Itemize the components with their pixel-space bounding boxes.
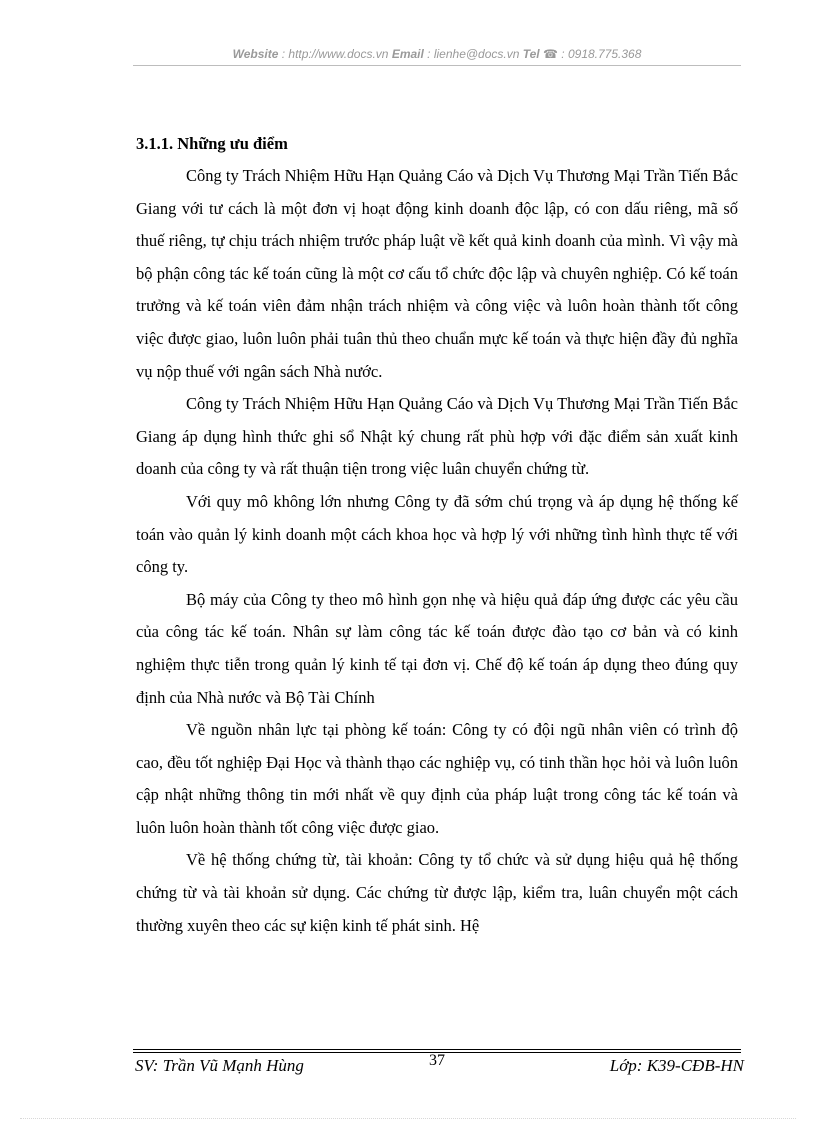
website-value: : http://www.docs.vn (281, 47, 389, 61)
phone-icon: ☎ (543, 47, 558, 61)
section-heading: 3.1.1. Những ưu điểm (136, 134, 288, 153)
paragraph: Bộ máy của Công ty theo mô hình gọn nhẹ và hiệu quả đáp ứng được các yêu cầu của công tác kế toán. Nhân sự làm công tác kế toán được đào tạo cơ bản và có kinh nghiệm thực tiễn trong quản lý kinh tế tại đơn vị. Chế độ kế toán áp dụng theo đúng quy định của Nhà nước và Bộ Tài Chính (136, 589, 738, 707)
page-header (133, 47, 741, 61)
header-divider (133, 65, 741, 66)
footer-divider-top (133, 1049, 741, 1050)
page-number: 37 (429, 1052, 445, 1069)
footer-class: Lớp: K39-CĐB-HN (609, 1056, 744, 1075)
document-body (136, 132, 738, 942)
tel-label: Tel (522, 47, 540, 61)
website-label: Website (232, 47, 279, 61)
paragraph: Về hệ thống chứng từ, tài khoản: Công ty tổ chức và sử dụng hiệu quả hệ thống chứng từ và tài khoản sử dụng. Các chứng từ được lập, kiểm tra, luân chuyển một cách thường xuyên theo các sự kiện kinh tế phát sinh. Hệ (136, 850, 738, 935)
email-value: : lienhe@docs.vn (427, 47, 520, 61)
page-edge (20, 1118, 796, 1119)
email-label: Email (391, 47, 424, 61)
paragraph: Về nguồn nhân lực tại phòng kế toán: Công ty có đội ngũ nhân viên có trình độ cao, đều tốt nghiệp Đại Học và thành thạo các nghiệp vụ, có tinh thần học hỏi và luôn luôn cập nhật những thông tin mới nhất về quy định của pháp luật trong công tác kế toán và luôn luôn hoàn thành tốt công việc được giao. (136, 720, 738, 837)
tel-value: : 0918.775.368 (561, 47, 642, 61)
paragraph: Với quy mô không lớn nhưng Công ty đã sớm chú trọng và áp dụng hệ thống kế toán vào quản lý kinh doanh một cách khoa học và hợp lý với những tình hình thực tế với công ty. (136, 491, 738, 577)
footer-student: SV: Trần Vũ Mạnh Hùng (135, 1056, 304, 1075)
paragraph: Công ty Trách Nhiệm Hữu Hạn Quảng Cáo và Dịch Vụ Thương Mại Trần Tiến Bắc Giang áp dụng hình thức ghi sổ Nhật ký chung rất phù hợp với đặc điểm sản xuất kinh doanh của công ty và rất thuận tiện trong việc luân chuyển chứng từ. (136, 394, 738, 479)
paragraph: Công ty Trách Nhiệm Hữu Hạn Quảng Cáo và Dịch Vụ Thương Mại Trần Tiến Bắc Giang với tư cách là một đơn vị hoạt động kinh doanh độc lập, có con dấu riêng, mã số thuế riêng, tự chịu trách nhiệm trước pháp luật về kết quả kinh doanh của mình. Vì vậy mà bộ phận công tác kế toán cũng là một cơ cấu tổ chức độc lập và chuyên nghiệp. Có kế toán trưởng và kế toán viên đảm nhận trách nhiệm và công việc và luôn hoàn thành tốt công việc được giao, luôn luôn phải tuân thủ theo chuẩn mực kế toán và thực hiện đầy đủ nghĩa vụ nộp thuế với ngân sách Nhà nước. (136, 166, 738, 381)
